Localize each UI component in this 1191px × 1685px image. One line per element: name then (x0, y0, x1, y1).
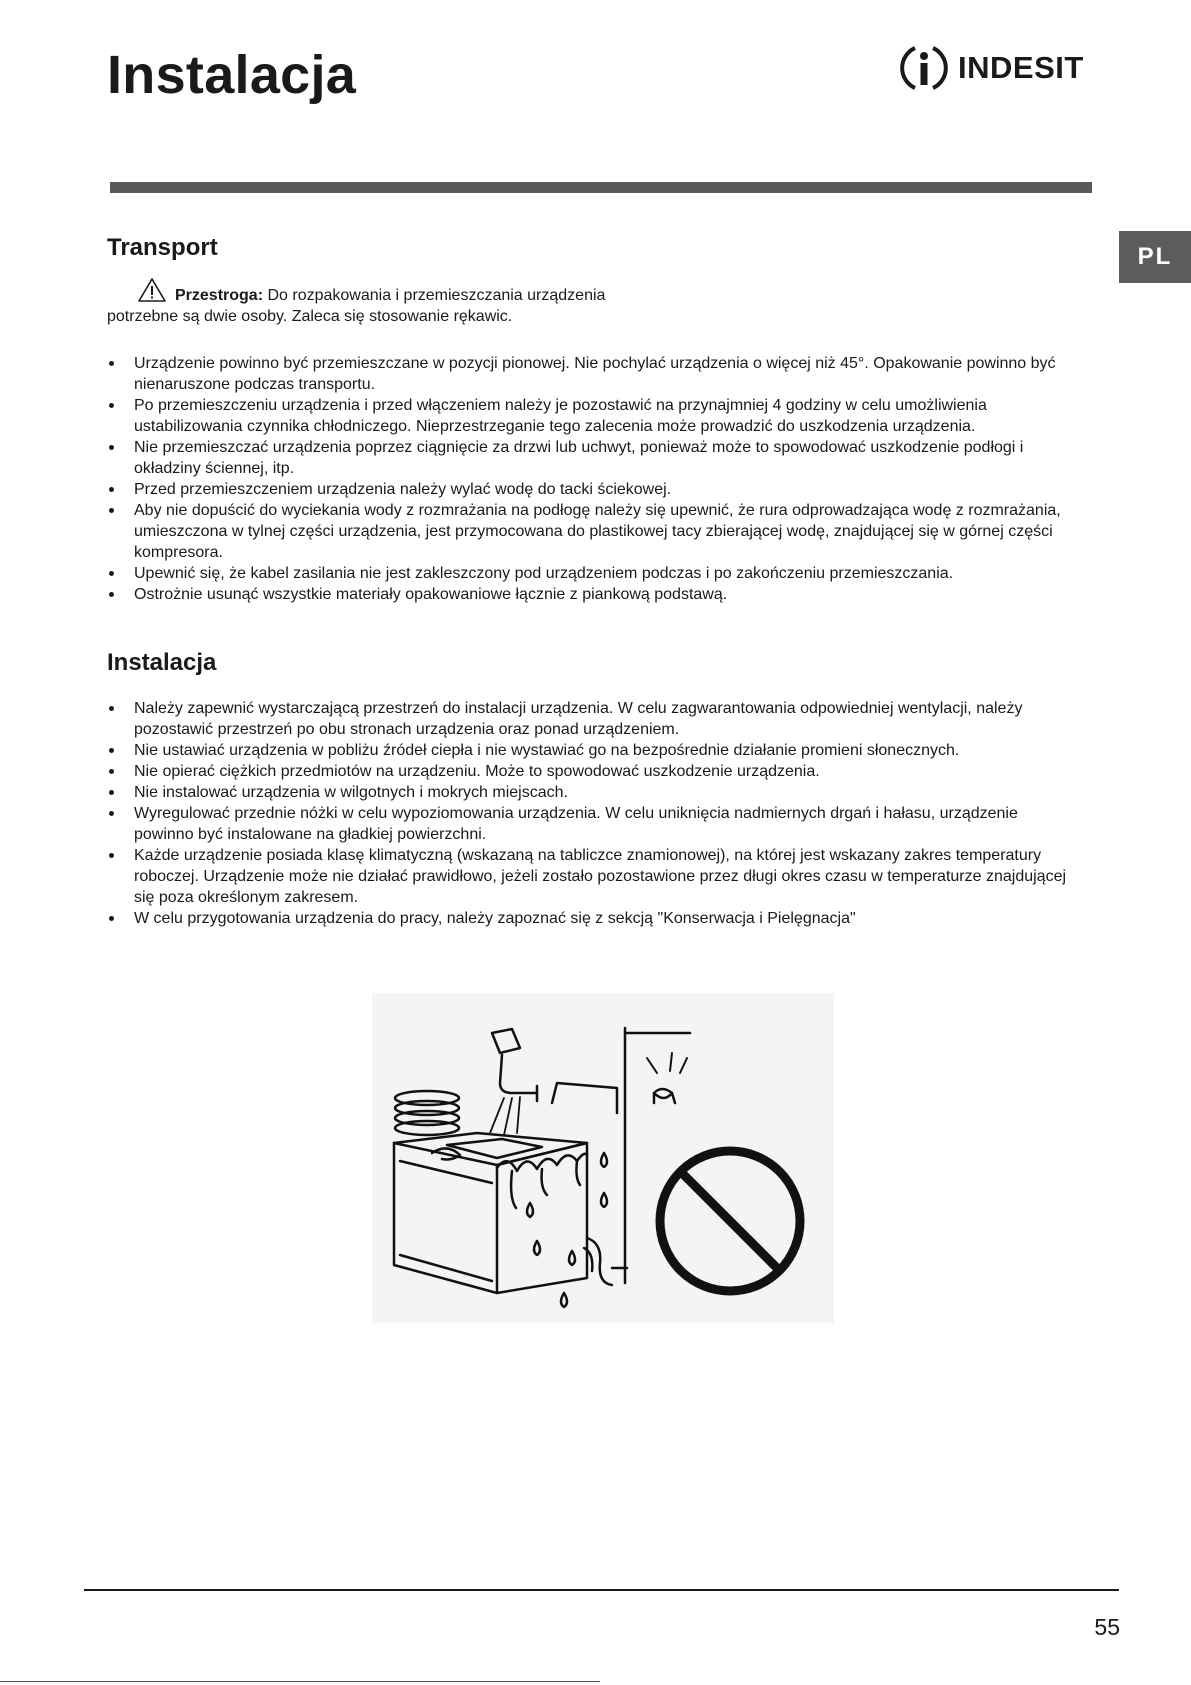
brand-name: INDESIT (958, 50, 1084, 85)
list-item: Należy zapewnić wystarczającą przestrzeń do instalacji urządzenia. W celu zagwarantowania odpowiedniej wentylacji, należy pozostawić przestrzeń po obu stronach urządzenia oraz ponad urządzeniem. (107, 698, 1069, 740)
section-heading-installation: Instalacja (107, 649, 217, 676)
list-item: Nie ustawiać urządzenia w pobliżu źródeł ciepła i nie wystawiać go na bezpośrednie działanie promieni słonecznych. (107, 740, 1069, 761)
section-heading-transport: Transport (107, 234, 218, 261)
footer-divider (84, 1589, 1119, 1591)
transport-bullet-list (107, 353, 1069, 605)
illustration-no-wet-location (372, 993, 834, 1323)
warning-note (107, 277, 727, 327)
dishwasher-with-tap-icon (394, 1028, 690, 1307)
warning-label: Przestroga: (175, 287, 264, 304)
warning-first-line (107, 277, 727, 306)
warning-text-line1: Do rozpakowania i przemieszczania urządzenia (263, 287, 606, 304)
warning-text-line2: potrzebne są dwie osoby. Zaleca się stosowanie rękawic. (107, 308, 513, 325)
list-item: Nie instalować urządzenia w wilgotnych i mokrych miejscach. (107, 782, 1069, 803)
bottom-edge-line (0, 1681, 600, 1682)
warning-triangle-icon (137, 277, 167, 303)
list-item: Urządzenie powinno być przemieszczane w pozycji pionowej. Nie pochylać urządzenia o więcej niż 45°. Opakowanie powinno być nienaruszone podczas transportu. (107, 353, 1069, 395)
list-item: Upewnić się, że kabel zasilania nie jest zakleszczony pod urządzeniem podczas i po zakończeniu przemieszczania. (107, 563, 1069, 584)
page-number: 55 (1094, 1614, 1120, 1640)
list-item: Wyregulować przednie nóżki w celu wypoziomowania urządzenia. W celu uniknięcia nadmiernych drgań i hałasu, urządzenie powinno być instalowane na gładkiej powierzchni. (107, 803, 1069, 845)
indesit-info-icon (898, 42, 950, 94)
list-item: Po przemieszczeniu urządzenia i przed włączeniem należy je pozostawić na przynajmniej 4 godziny w celu umożliwienia ustabilizowania czynnika chłodniczego. Nieprzestrzeganie tego zalecenia może prowadzić do uszkodzenia urządzenia. (107, 395, 1069, 437)
list-item: Przed przemieszczeniem urządzenia należy wylać wodę do tacki ściekowej. (107, 479, 1069, 500)
list-item: Każde urządzenie posiada klasę klimatyczną (wskazaną na tabliczce znamionowej), na której jest wskazany zakres temperatury roboczej. Urządzenie może nie działać prawidłowo, jeżeli zostało pozostawione przez długi okres czasu w temperaturze znajdującej się poza określonym zakresem. (107, 845, 1069, 908)
installation-bullet-list (107, 698, 1069, 929)
list-item: Nie opierać ciężkich przedmiotów na urządzeniu. Może to spowodować uszkodzenie urządzenia. (107, 761, 1069, 782)
page-title: Instalacja (107, 45, 357, 105)
title-divider-bar (110, 182, 1092, 193)
language-tab: PL (1119, 231, 1191, 283)
brand-logo (898, 40, 1084, 96)
list-item: W celu przygotowania urządzenia do pracy, należy zapoznać się z sekcją "Konserwacja i Pielęgnacja" (107, 908, 1069, 929)
list-item: Nie przemieszczać urządzenia poprzez ciągnięcie za drzwi lub uchwyt, ponieważ może to spowodować uszkodzenie podłogi i okładziny ściennej, itp. (107, 437, 1069, 479)
prohibited-sign-icon (660, 1151, 800, 1291)
list-item: Ostrożnie usunąć wszystkie materiały opakowaniowe łącznie z piankową podstawą. (107, 584, 1069, 605)
illustration-drawing (372, 993, 834, 1323)
list-item: Aby nie dopuścić do wyciekania wody z rozmrażania na podłogę należy się upewnić, że rura odprowadzająca wodę z rozmrażania, umieszczona w tylnej części urządzenia, jest przymocowana do plastikowej tacy zbierającej wodę, znajdującej się w górnej części kompresora. (107, 500, 1069, 563)
